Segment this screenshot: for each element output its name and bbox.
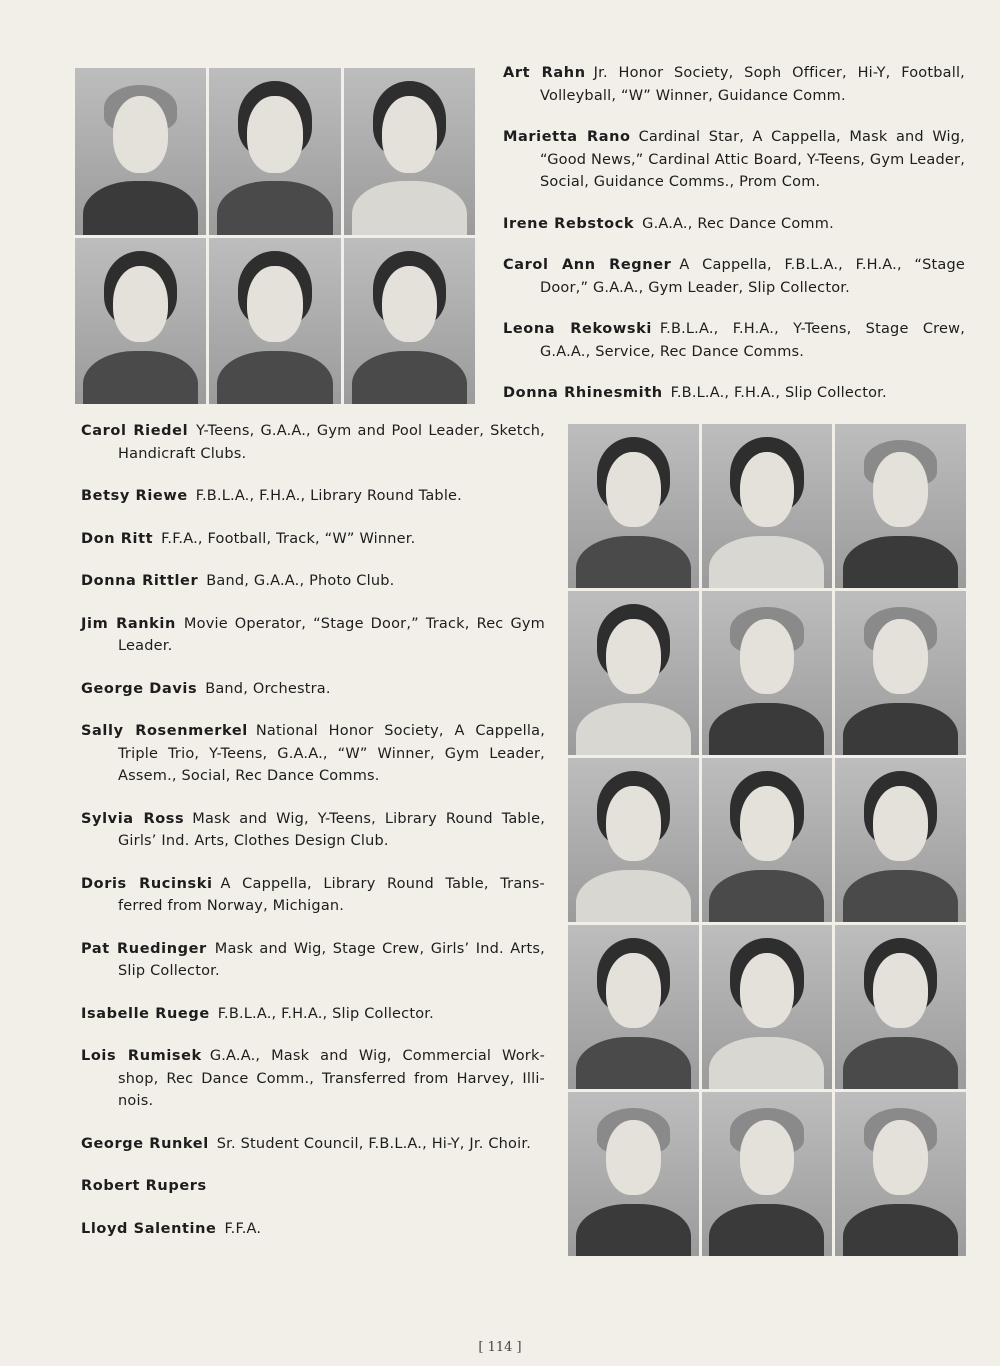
senior-entry xyxy=(81,720,545,788)
senior-activities: F.B.L.A., F.H.A., Slip Collector. xyxy=(217,1005,434,1022)
senior-activities: F.B.L.A., F.H.A., Slip Collector. xyxy=(670,385,887,401)
senior-name: Marietta Rano xyxy=(503,129,631,145)
portrait-photo xyxy=(702,758,833,922)
senior-name: Lloyd Salentine xyxy=(81,1220,217,1237)
portrait-photo xyxy=(702,591,833,755)
senior-activities: A Cappella, F.B.L.A., F.H.A., “Stage Door,” G.A.A., Gym Leader, Slip Collector. xyxy=(540,257,965,296)
senior-name: Betsy Riewe xyxy=(81,488,188,504)
portrait-photo xyxy=(835,1092,966,1256)
portrait-grid-top xyxy=(75,68,475,404)
senior-name: Irene Rebstock xyxy=(503,215,635,232)
senior-entry xyxy=(503,254,965,299)
senior-activities: Y-Teens, G.A.A., Gym and Pool Leader, Sketch, Handicraft Clubs. xyxy=(118,423,545,462)
senior-name: Carol Ann Regner xyxy=(503,257,672,273)
senior-activities: Jr. Honor Society, Soph Officer, Hi-Y, Football, Volleyball, “W” Winner, Guidance Comm. xyxy=(540,65,965,104)
portrait-photo xyxy=(702,424,833,588)
senior-entry xyxy=(81,528,545,551)
senior-entry xyxy=(81,570,545,593)
portrait-photo xyxy=(568,591,699,755)
portrait-photo xyxy=(568,758,699,922)
senior-entry xyxy=(503,126,965,194)
senior-name: Leona Rekowski xyxy=(503,321,652,337)
senior-activities: A Cappella, Library Round Table, Trans-ferred from Norway, Michigan. xyxy=(118,875,545,914)
senior-entries-top xyxy=(503,62,965,424)
senior-entry xyxy=(503,382,965,405)
senior-name: Lois Rumisek xyxy=(81,1048,202,1064)
senior-activities: Mask and Wig, Y-Teens, Library Round Table, Girls’ Ind. Arts, Clothes Design Club. xyxy=(118,810,545,849)
senior-entry xyxy=(503,318,965,363)
senior-name: Isabelle Ruege xyxy=(81,1005,210,1022)
senior-entry xyxy=(81,938,545,983)
portrait-photo xyxy=(835,925,966,1089)
page-number: [ 114 ] xyxy=(478,1340,522,1355)
senior-entry xyxy=(81,1175,545,1198)
portrait-photo xyxy=(75,68,206,235)
senior-name: Doris Rucinski xyxy=(81,875,213,892)
senior-activities: G.A.A., Mask and Wig, Commercial Work-shop, Rec Dance Comm., Transferred from Harvey, Illi-nois. xyxy=(118,1048,545,1109)
portrait-photo xyxy=(835,591,966,755)
portrait-photo xyxy=(344,68,475,235)
senior-entries-left xyxy=(81,420,545,1260)
portrait-photo xyxy=(209,68,340,235)
senior-activities: Cardinal Star, A Cappella, Mask and Wig, “Good News,” Cardinal Attic Board, Y-Teens, Gym Leader, Social, Guidance Comms., Prom Com. xyxy=(540,129,965,190)
portrait-photo xyxy=(568,925,699,1089)
senior-activities: F.B.L.A., F.H.A., Library Round Table. xyxy=(195,488,462,504)
senior-activities: Movie Operator, “Stage Door,” Track, Rec Gym Leader. xyxy=(118,615,546,654)
senior-name: Pat Ruedinger xyxy=(81,940,207,957)
senior-activities: Band, Orchestra. xyxy=(205,680,331,697)
portrait-photo xyxy=(209,238,340,405)
senior-name: Donna Rhinesmith xyxy=(503,385,663,401)
senior-name: Robert Rupers xyxy=(81,1178,207,1194)
senior-name: George Runkel xyxy=(81,1135,209,1152)
senior-activities: National Honor Society, A Cappella, Triple Trio, Y-Teens, G.A.A., “W” Winner, Gym Leader, Assem., Social, Rec Dance Comms. xyxy=(118,723,546,784)
senior-activities: Band, G.A.A., Photo Club. xyxy=(206,573,395,589)
portrait-photo xyxy=(75,238,206,405)
senior-name: Don Ritt xyxy=(81,530,154,547)
senior-entry xyxy=(81,1218,545,1241)
portrait-photo xyxy=(344,238,475,405)
senior-entry xyxy=(81,420,545,465)
senior-entry xyxy=(81,1003,545,1026)
senior-entry xyxy=(81,873,545,918)
portrait-photo xyxy=(568,1092,699,1256)
senior-activities: Mask and Wig, Stage Crew, Girls’ Ind. Arts, Slip Collector. xyxy=(118,940,545,979)
senior-name: Carol Riedel xyxy=(81,423,189,439)
senior-name: Sally Rosenmerkel xyxy=(81,723,248,739)
senior-entry xyxy=(81,1045,545,1113)
portrait-photo xyxy=(568,424,699,588)
senior-name: Jim Rankin xyxy=(81,615,176,632)
senior-name: George Davis xyxy=(81,680,198,697)
senior-entry xyxy=(81,1133,545,1156)
senior-activities: G.A.A., Rec Dance Comm. xyxy=(642,215,834,232)
senior-entry xyxy=(81,678,545,701)
portrait-photo xyxy=(702,1092,833,1256)
senior-name: Donna Rittler xyxy=(81,573,199,589)
senior-name: Sylvia Ross xyxy=(81,810,185,827)
senior-entry xyxy=(81,613,545,658)
portrait-photo xyxy=(835,424,966,588)
senior-entry xyxy=(503,62,965,107)
portrait-photo xyxy=(702,925,833,1089)
senior-entry xyxy=(81,485,545,508)
senior-entry xyxy=(81,808,545,853)
senior-activities: F.F.A. xyxy=(224,1220,262,1237)
portrait-photo xyxy=(835,758,966,922)
senior-entry xyxy=(503,213,965,236)
senior-activities: F.B.L.A., F.H.A., Y-Teens, Stage Crew, G.A.A., Service, Rec Dance Comms. xyxy=(540,321,965,360)
senior-name: Art Rahn xyxy=(503,65,586,81)
portrait-grid-right xyxy=(568,424,966,1256)
senior-activities: Sr. Student Council, F.B.L.A., Hi-Y, Jr. Choir. xyxy=(216,1135,531,1152)
senior-activities: F.F.A., Football, Track, “W” Winner. xyxy=(161,530,416,547)
